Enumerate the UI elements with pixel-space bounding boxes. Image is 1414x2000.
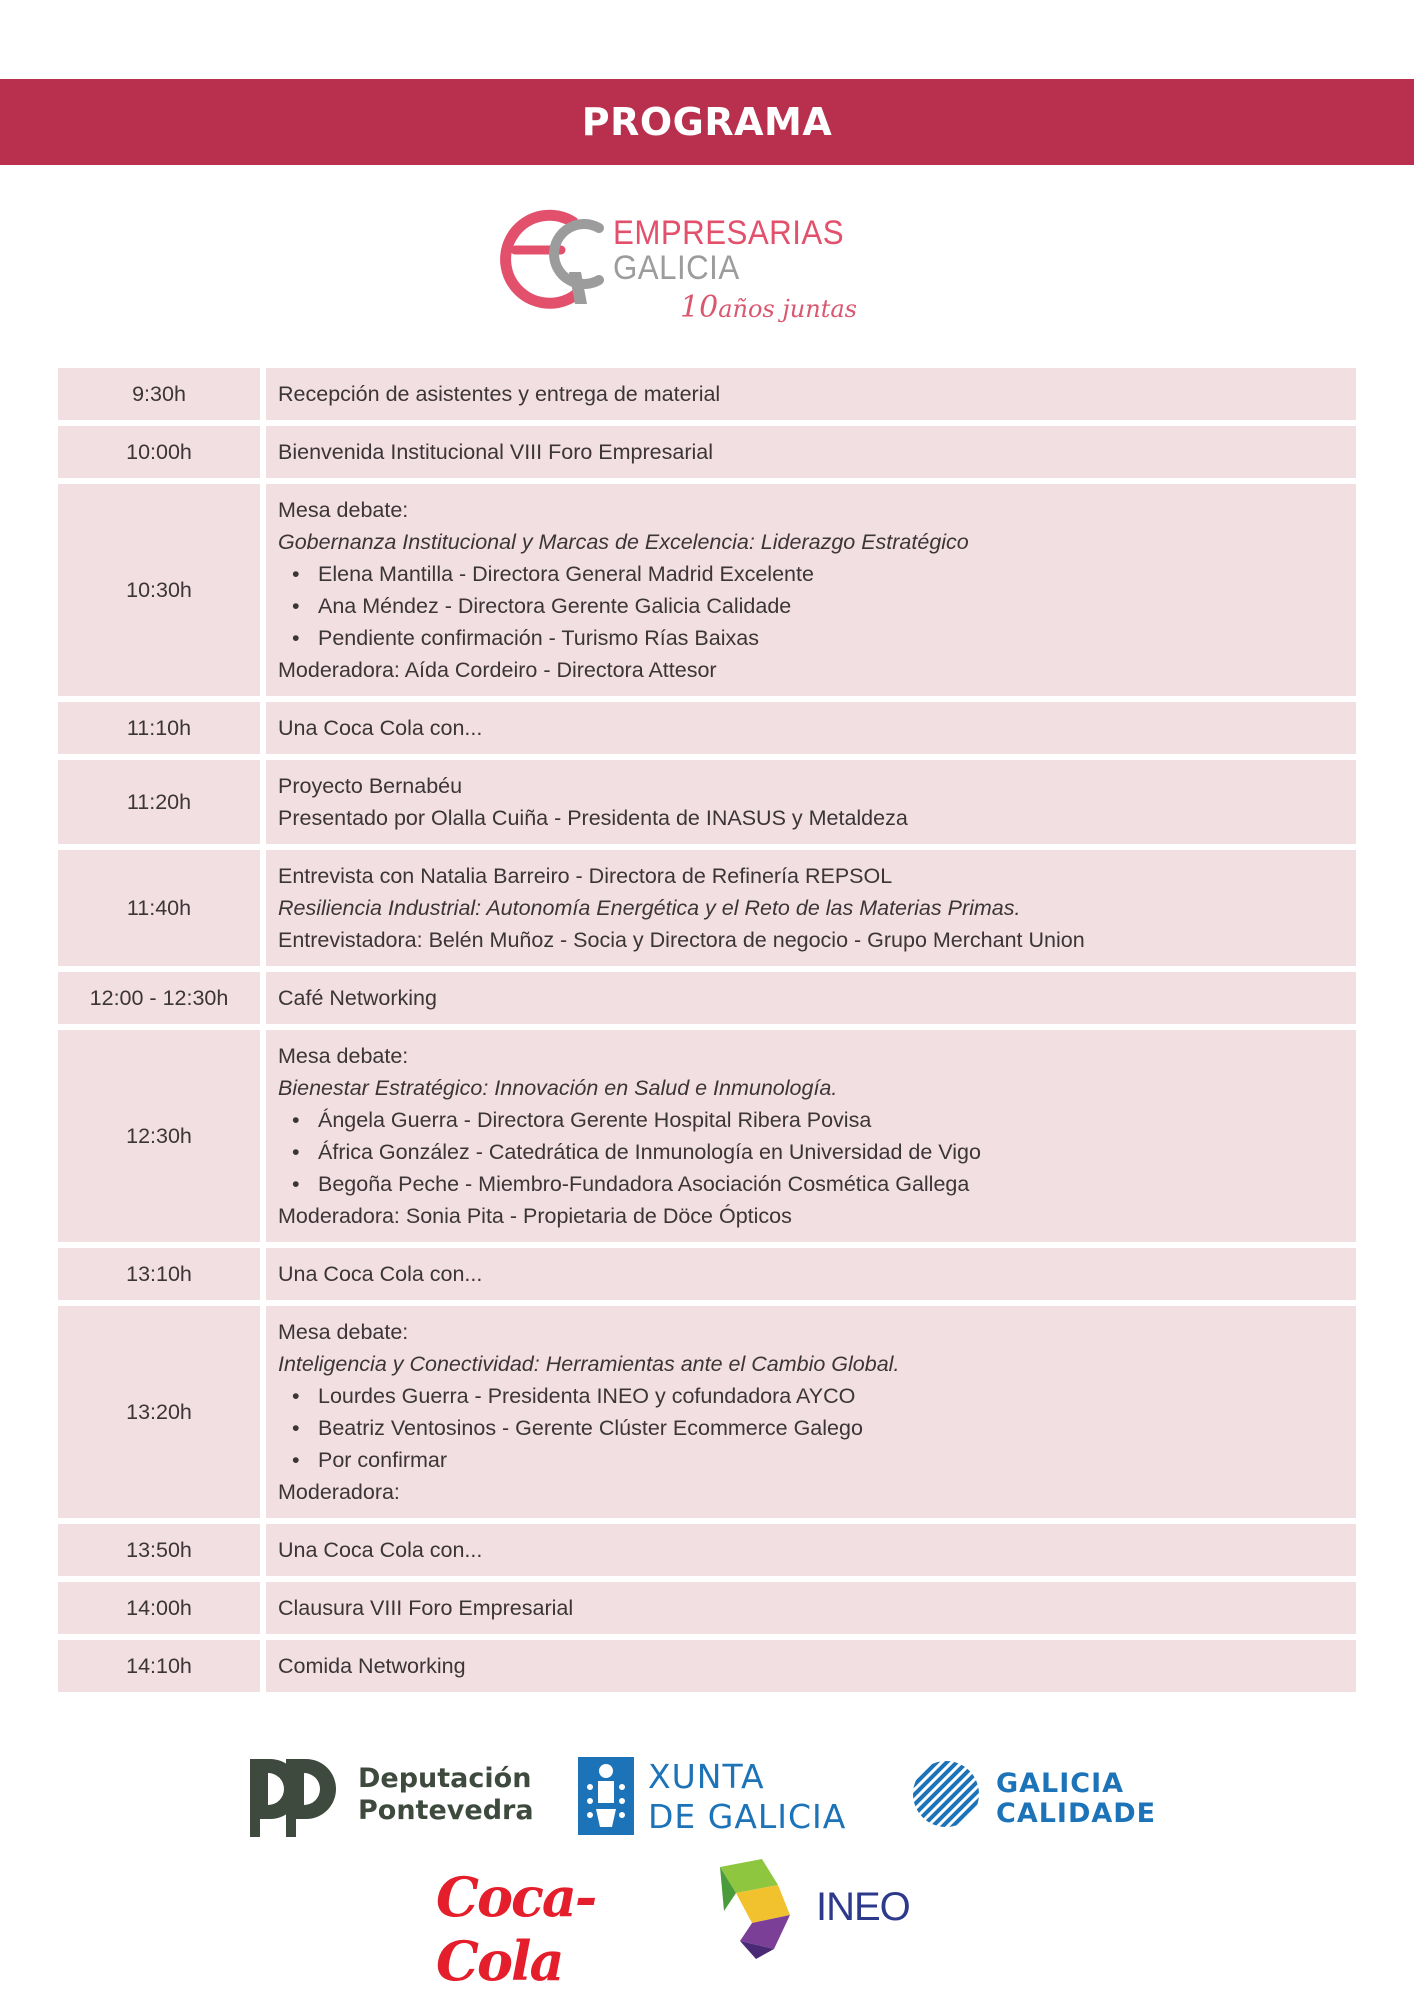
galicia-calidade-line-1: GALICIA xyxy=(996,1768,1125,1799)
speaker-item: • Elena Mantilla - Directora General Madrid Excelente xyxy=(278,558,1344,590)
schedule-description xyxy=(266,760,1356,844)
xunta-line-1: XUNTA xyxy=(648,1757,765,1796)
ineo-logo xyxy=(716,1857,916,1961)
schedule-row xyxy=(58,484,1356,696)
description-line: Presentado por Olalla Cuiña - Presidenta de INASUS y Metaldeza xyxy=(278,806,908,830)
dp-mark-icon xyxy=(246,1753,346,1839)
page-title: PROGRAMA xyxy=(581,100,833,144)
speaker-item: • África González - Catedrática de Inmunología en Universidad de Vigo xyxy=(278,1136,1344,1168)
description-line: Bienvenida Institucional VIII Foro Empresarial xyxy=(278,440,713,464)
schedule-row xyxy=(58,702,1356,754)
schedule-description xyxy=(266,484,1356,696)
logo-tag-text: años juntas xyxy=(718,295,857,323)
galicia-calidade-line-2: CALIDADE xyxy=(996,1798,1157,1829)
schedule-row xyxy=(58,850,1356,966)
session-subtitle: Bienestar Estratégico: Innovación en Salud e Inmunología. xyxy=(278,1076,838,1100)
description-line: Moderadora: Sonia Pita - Propietaria de Döce Ópticos xyxy=(278,1204,792,1228)
schedule-description xyxy=(266,1640,1356,1692)
xunta-de-galicia-logo xyxy=(578,1757,868,1837)
description-line: Entrevistadora: Belén Muñoz - Socia y Directora de negocio - Grupo Merchant Union xyxy=(278,928,1085,952)
session-subtitle: Gobernanza Institucional y Marcas de Excelencia: Liderazgo Estratégico xyxy=(278,530,969,554)
speaker-item: • Begoña Peche - Miembro-Fundadora Asociación Cosmética Gallega xyxy=(278,1168,1344,1200)
deputacion-line-1: Deputación xyxy=(358,1763,532,1794)
schedule-description xyxy=(266,972,1356,1024)
description-line: Moderadora: xyxy=(278,1480,400,1504)
schedule-time: 13:10h xyxy=(58,1248,260,1300)
logo-tagline xyxy=(680,290,857,325)
deputacion-pontevedra-logo xyxy=(246,1753,536,1839)
schedule-description xyxy=(266,1306,1356,1518)
description-line: Una Coca Cola con... xyxy=(278,716,483,740)
schedule-time: 9:30h xyxy=(58,368,260,420)
xunta-line-2: DE GALICIA xyxy=(648,1797,847,1836)
description-line: Mesa debate: xyxy=(278,1320,409,1344)
schedule-row xyxy=(58,1640,1356,1692)
schedule-time: 11:40h xyxy=(58,850,260,966)
schedule-time: 12:00 - 12:30h xyxy=(58,972,260,1024)
logo-line-1: EMPRESARIAS xyxy=(613,214,845,252)
schedule-description xyxy=(266,368,1356,420)
schedule-time: 13:20h xyxy=(58,1306,260,1518)
ineo-mark-icon xyxy=(716,1857,816,1961)
deputacion-line-2: Pontevedra xyxy=(358,1795,534,1826)
description-line: Recepción de asistentes y entrega de material xyxy=(278,382,721,406)
description-line: Comida Networking xyxy=(278,1654,466,1678)
schedule-time: 13:50h xyxy=(58,1524,260,1576)
schedule-row xyxy=(58,1306,1356,1518)
coca-cola-wordmark: Coca-Cola xyxy=(436,1865,596,1993)
speaker-item: • Beatriz Ventosinos - Gerente Clúster Ecommerce Galego xyxy=(278,1412,1344,1444)
schedule-time: 11:20h xyxy=(58,760,260,844)
schedule-description xyxy=(266,1248,1356,1300)
session-subtitle: Inteligencia y Conectividad: Herramientas ante el Cambio Global. xyxy=(278,1352,900,1376)
description-line: Mesa debate: xyxy=(278,498,409,522)
session-subtitle: Resiliencia Industrial: Autonomía Energética y el Reto de las Materias Primas. xyxy=(278,896,1021,920)
schedule-row xyxy=(58,1524,1356,1576)
description-line: Clausura VIII Foro Empresarial xyxy=(278,1596,574,1620)
schedule-time: 10:30h xyxy=(58,484,260,696)
empresarias-galicia-logo xyxy=(495,192,865,342)
schedule-row xyxy=(58,760,1356,844)
schedule-time: 10:00h xyxy=(58,426,260,478)
description-line: Una Coca Cola con... xyxy=(278,1538,483,1562)
speaker-item: • Ángela Guerra - Directora Gerente Hospital Ribera Povisa xyxy=(278,1104,1344,1136)
ineo-wordmark: INEO xyxy=(816,1885,910,1929)
schedule-row xyxy=(58,972,1356,1024)
schedule-description xyxy=(266,1030,1356,1242)
description-line: Café Networking xyxy=(278,986,437,1010)
program-schedule xyxy=(58,362,1356,1698)
schedule-row xyxy=(58,426,1356,478)
schedule-description xyxy=(266,426,1356,478)
schedule-row xyxy=(58,368,1356,420)
logo-tag-number: 10 xyxy=(680,290,719,325)
schedule-time: 14:00h xyxy=(58,1582,260,1634)
description-line: Entrevista con Natalia Barreiro - Directora de Refinería REPSOL xyxy=(278,864,893,888)
logo-line-2: GALICIA xyxy=(613,249,740,287)
speaker-item: • Ana Méndez - Directora Gerente Galicia Calidade xyxy=(278,590,1344,622)
speaker-item: • Lourdes Guerra - Presidenta INEO y cofundadora AYCO xyxy=(278,1380,1344,1412)
schedule-time: 14:10h xyxy=(58,1640,260,1692)
schedule-description xyxy=(266,702,1356,754)
schedule-row xyxy=(58,1582,1356,1634)
sponsors-strip xyxy=(0,1745,1414,1993)
schedule-description xyxy=(266,850,1356,966)
description-line: Mesa debate: xyxy=(278,1044,409,1068)
coca-cola-logo xyxy=(436,1865,636,1993)
schedule-row xyxy=(58,1030,1356,1242)
description-line: Moderadora: Aída Cordeiro - Directora Attesor xyxy=(278,658,717,682)
galicia-calidade-logo xyxy=(910,1759,1180,1835)
description-line: Una Coca Cola con... xyxy=(278,1262,483,1286)
schedule-description xyxy=(266,1524,1356,1576)
schedule-time: 11:10h xyxy=(58,702,260,754)
program-banner xyxy=(0,79,1414,165)
speaker-item: • Por confirmar xyxy=(278,1444,1344,1476)
schedule-time: 12:30h xyxy=(58,1030,260,1242)
schedule-description xyxy=(266,1582,1356,1634)
xunta-shield-icon xyxy=(578,1757,634,1835)
description-line: Proyecto Bernabéu xyxy=(278,774,463,798)
schedule-row xyxy=(58,1248,1356,1300)
speaker-item: • Pendiente confirmación - Turismo Rías Baixas xyxy=(278,622,1344,654)
galicia-calidade-mark-icon xyxy=(910,1759,984,1829)
